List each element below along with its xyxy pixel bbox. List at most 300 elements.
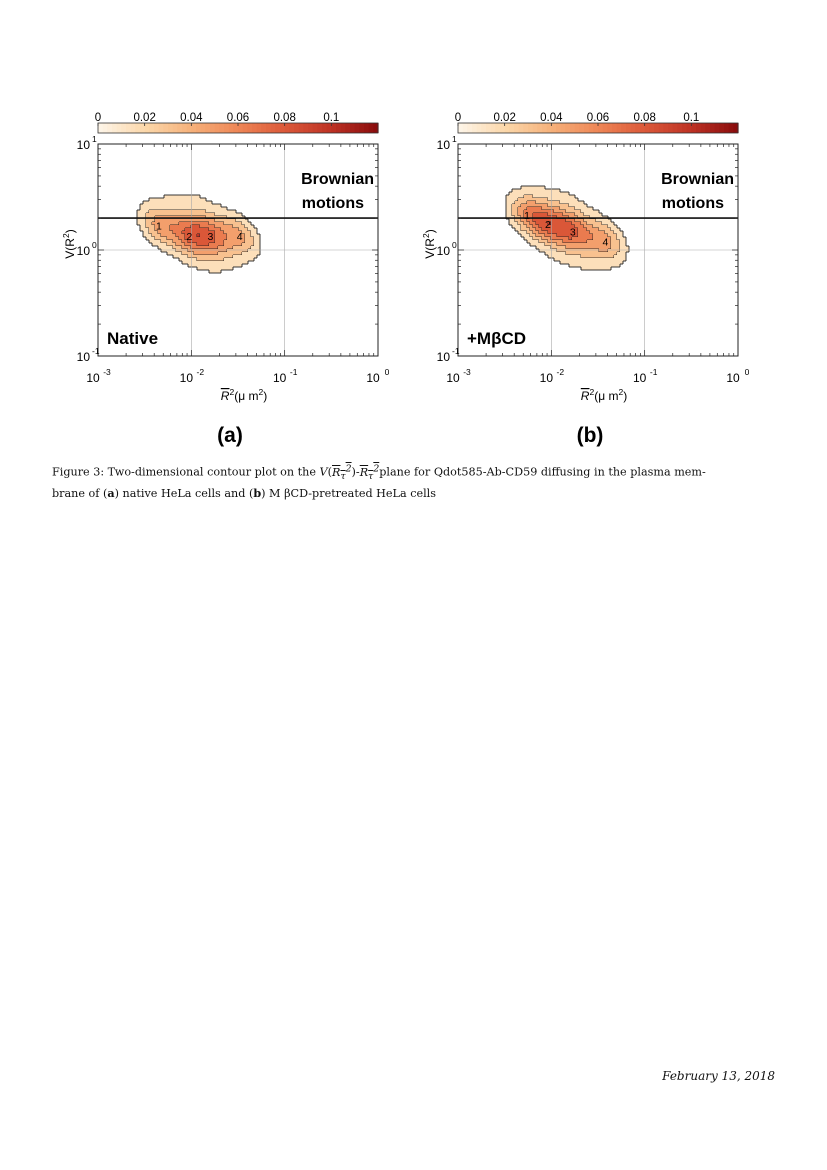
density-cell — [536, 198, 539, 201]
colorbar-segment — [565, 123, 570, 133]
x-tick-exponent: -2 — [556, 367, 565, 377]
density-cell — [218, 237, 221, 240]
density-cell — [143, 204, 146, 207]
colorbar-segment — [537, 123, 542, 133]
density-cell — [248, 255, 251, 258]
density-cell — [251, 231, 254, 234]
figure-3 — [60, 112, 770, 452]
density-cell — [221, 237, 224, 240]
peak-label: 1 — [524, 209, 531, 222]
colorbar-tick-label: 0.04 — [180, 112, 203, 124]
brownian-annotation-line2: motions — [661, 195, 724, 212]
density-cell — [587, 264, 590, 267]
density-cell — [563, 237, 566, 240]
density-cell — [251, 249, 254, 252]
density-cell — [188, 261, 191, 264]
density-cell — [236, 213, 239, 216]
density-cell — [596, 222, 599, 225]
density-cell — [524, 189, 527, 192]
density-cell — [527, 189, 530, 192]
density-cell — [248, 237, 251, 240]
x-tick-label — [366, 367, 389, 385]
density-cell — [137, 213, 140, 216]
density-cell — [590, 240, 593, 243]
density-cell — [557, 240, 560, 243]
density-cell — [215, 234, 218, 237]
colorbar-segment — [317, 123, 322, 133]
density-cell — [584, 261, 587, 264]
colorbar-tick-label: 0.02 — [493, 112, 516, 124]
x-tick-label — [446, 367, 471, 385]
density-cell — [197, 198, 200, 201]
density-cell — [581, 207, 584, 210]
density-cell — [587, 261, 590, 264]
density-cell — [152, 210, 155, 213]
caption-math-paren-close: ) — [351, 465, 356, 479]
colorbar-segment — [589, 123, 594, 133]
density-cell — [233, 237, 236, 240]
density-cell — [509, 198, 512, 201]
density-cell — [218, 240, 221, 243]
density-cell — [575, 204, 578, 207]
density-cell — [227, 243, 230, 246]
density-cell — [617, 258, 620, 261]
density-cell — [179, 228, 182, 231]
density-cell — [212, 267, 215, 270]
colorbar-segment — [458, 123, 463, 133]
colorbar — [95, 112, 379, 133]
density-cell — [584, 234, 587, 237]
colorbar-segment — [584, 123, 589, 133]
density-cell — [587, 225, 590, 228]
density-cell — [209, 243, 212, 246]
density-cell — [563, 222, 566, 225]
density-cell — [254, 240, 257, 243]
density-cell — [578, 243, 581, 246]
density-cell — [590, 261, 593, 264]
colorbar-segment — [205, 123, 210, 133]
caption-math-r2 — [359, 463, 380, 482]
colorbar-segment — [705, 123, 710, 133]
density-cell — [620, 255, 623, 258]
density-cell — [173, 195, 176, 198]
y-tick-exponent: 1 — [452, 134, 457, 144]
density-cell — [209, 207, 212, 210]
density-cell — [515, 195, 518, 198]
density-cell — [176, 198, 179, 201]
density-cell — [530, 189, 533, 192]
density-cell — [212, 255, 215, 258]
density-cell — [572, 201, 575, 204]
colorbar-segment — [257, 123, 262, 133]
colorbar-segment — [523, 123, 528, 133]
density-cell — [533, 192, 536, 195]
density-cell — [140, 213, 143, 216]
colorbar-segment — [359, 123, 364, 133]
colorbar-segment — [668, 123, 673, 133]
density-cell — [194, 195, 197, 198]
density-cell — [587, 249, 590, 252]
density-cell — [527, 186, 530, 189]
density-cell — [149, 204, 152, 207]
colorbar-segment — [369, 123, 374, 133]
density-cell — [569, 255, 572, 258]
density-cell — [233, 231, 236, 234]
colorbar-segment — [159, 123, 164, 133]
density-cell — [614, 240, 617, 243]
density-cell — [149, 213, 152, 216]
density-cell — [179, 225, 182, 228]
density-cell — [593, 243, 596, 246]
colorbar-segment — [677, 123, 682, 133]
density-cell — [218, 264, 221, 267]
x-tick-exponent: -2 — [196, 367, 205, 377]
density-cell — [581, 249, 584, 252]
colorbar-segment — [710, 123, 715, 133]
density-cell — [215, 207, 218, 210]
peak-label: 2 — [186, 231, 193, 244]
density-cell — [560, 258, 563, 261]
density-cell — [530, 240, 533, 243]
density-cell — [137, 219, 140, 222]
density-cell — [155, 201, 158, 204]
y-tick-base: 10 — [76, 138, 90, 152]
density-cell — [176, 195, 179, 198]
density-cell — [194, 231, 197, 234]
density-cell — [212, 204, 215, 207]
density-cell — [161, 246, 164, 249]
colorbar-segment — [103, 123, 108, 133]
density-cell — [161, 198, 164, 201]
density-cell — [575, 210, 578, 213]
density-cell — [554, 207, 557, 210]
density-cell — [182, 201, 185, 204]
density-cell — [590, 213, 593, 216]
density-cell — [206, 201, 209, 204]
density-cell — [593, 237, 596, 240]
density-cell — [203, 237, 206, 240]
density-cell — [188, 195, 191, 198]
density-cell — [185, 210, 188, 213]
colorbar-segment — [145, 123, 150, 133]
density-cell — [578, 204, 581, 207]
x-tick-base: 10 — [272, 371, 287, 385]
density-cell — [242, 243, 245, 246]
density-cell — [563, 195, 566, 198]
density-cell — [554, 192, 557, 195]
colorbar-segment — [117, 123, 122, 133]
colorbar-segment — [303, 123, 308, 133]
density-cell — [164, 210, 167, 213]
density-cell — [542, 192, 545, 195]
density-cell — [599, 225, 602, 228]
density-cell — [200, 237, 203, 240]
density-cell — [209, 261, 212, 264]
density-cell — [200, 234, 203, 237]
density-cell — [176, 252, 179, 255]
density-cell — [236, 222, 239, 225]
brownian-annotation-line1: Brownian — [301, 171, 374, 188]
density-cell — [173, 210, 176, 213]
density-cell — [611, 249, 614, 252]
density-cell — [512, 195, 515, 198]
density-cell — [167, 204, 170, 207]
density-cell — [182, 258, 185, 261]
density-cell — [578, 258, 581, 261]
density-cell — [518, 207, 521, 210]
density-cell — [512, 222, 515, 225]
density-cell — [188, 210, 191, 213]
density-cell — [620, 243, 623, 246]
density-cell — [578, 231, 581, 234]
density-cell — [608, 222, 611, 225]
density-cell — [143, 210, 146, 213]
density-cell — [245, 237, 248, 240]
density-cell — [560, 252, 563, 255]
density-cell — [554, 225, 557, 228]
y-tick-base: 10 — [76, 350, 90, 364]
density-cell — [569, 243, 572, 246]
y-tick-label — [77, 346, 100, 364]
colorbar-segment — [121, 123, 126, 133]
density-cell — [200, 240, 203, 243]
density-cell — [152, 213, 155, 216]
density-cell — [245, 255, 248, 258]
density-cell — [218, 234, 221, 237]
density-cell — [230, 264, 233, 267]
density-cell — [215, 267, 218, 270]
density-cell — [203, 264, 206, 267]
density-cell — [572, 255, 575, 258]
density-cell — [602, 258, 605, 261]
density-cell — [620, 246, 623, 249]
density-cell — [542, 198, 545, 201]
density-cell — [200, 255, 203, 258]
colorbar-segment — [575, 123, 580, 133]
density-cell — [152, 198, 155, 201]
density-cell — [602, 252, 605, 255]
density-cell — [614, 261, 617, 264]
density-cell — [173, 252, 176, 255]
density-cell — [563, 225, 566, 228]
density-cell — [584, 243, 587, 246]
density-cell — [560, 204, 563, 207]
density-cell — [164, 228, 167, 231]
colorbar-segment — [215, 123, 220, 133]
density-cell — [560, 255, 563, 258]
density-cell — [200, 204, 203, 207]
y-tick-exponent: -1 — [452, 346, 460, 356]
density-cell — [170, 201, 173, 204]
density-cell — [575, 258, 578, 261]
colorbar — [455, 112, 739, 133]
density-cell — [554, 228, 557, 231]
x-axis-label-text: $R^2(\mu$ $m^2$) — [220, 387, 268, 403]
density-cell — [233, 234, 236, 237]
density-cell — [569, 261, 572, 264]
density-cell — [149, 210, 152, 213]
density-cell — [593, 258, 596, 261]
density-cell — [530, 201, 533, 204]
density-cell — [185, 201, 188, 204]
density-cell — [506, 210, 509, 213]
density-cell — [164, 198, 167, 201]
colorbar-segment — [472, 123, 477, 133]
density-cell — [566, 195, 569, 198]
colorbar-segment — [299, 123, 304, 133]
colorbar-segment — [177, 123, 182, 133]
density-cell — [188, 252, 191, 255]
density-cell — [203, 261, 206, 264]
density-cell — [194, 225, 197, 228]
density-cell — [596, 264, 599, 267]
density-cell — [206, 204, 209, 207]
density-cell — [539, 198, 542, 201]
colorbar-segment — [673, 123, 678, 133]
density-cell — [143, 228, 146, 231]
density-cell — [554, 201, 557, 204]
density-cell — [158, 210, 161, 213]
colorbar-tick-label: 0 — [94, 112, 102, 124]
density-cell — [185, 204, 188, 207]
density-cell — [173, 219, 176, 222]
density-cell — [254, 246, 257, 249]
density-cell — [194, 261, 197, 264]
caption-ref-a: a — [107, 485, 115, 500]
density-cell — [584, 264, 587, 267]
density-cell — [140, 204, 143, 207]
density-cell — [245, 240, 248, 243]
density-cell — [566, 255, 569, 258]
density-cell — [179, 210, 182, 213]
x-tick-label — [273, 367, 298, 385]
density-cell — [620, 237, 623, 240]
density-cell — [578, 234, 581, 237]
colorbar-segment — [663, 123, 668, 133]
density-cell — [593, 252, 596, 255]
x-tick-exponent: 0 — [384, 367, 390, 377]
caption-math-dash: - — [355, 465, 360, 479]
density-cell — [221, 261, 224, 264]
density-cell — [614, 258, 617, 261]
density-cell — [575, 261, 578, 264]
density-cell — [611, 234, 614, 237]
density-cell — [533, 213, 536, 216]
colorbar-segment — [649, 123, 654, 133]
density-cell — [230, 243, 233, 246]
density-cell — [200, 228, 203, 231]
density-cell — [248, 243, 251, 246]
density-cell — [209, 264, 212, 267]
density-cell — [146, 222, 149, 225]
density-cell — [140, 210, 143, 213]
density-cell — [164, 222, 167, 225]
density-cell — [236, 249, 239, 252]
density-cell — [593, 222, 596, 225]
colorbar-segment — [481, 123, 486, 133]
density-cell — [164, 219, 167, 222]
density-cell — [245, 252, 248, 255]
colorbar-segment — [238, 123, 243, 133]
density-cell — [527, 237, 530, 240]
density-cell — [578, 225, 581, 228]
density-cell — [137, 210, 140, 213]
density-cell — [506, 198, 509, 201]
density-cell — [233, 246, 236, 249]
density-cell — [596, 252, 599, 255]
density-cell — [200, 222, 203, 225]
density-cell — [557, 222, 560, 225]
panel-label: (a) — [217, 424, 243, 447]
y-tick-exponent: 0 — [452, 240, 457, 250]
density-cell — [176, 231, 179, 234]
density-cell — [518, 210, 521, 213]
colorbar-tick-label: 0.1 — [683, 112, 700, 124]
density-cell — [590, 210, 593, 213]
density-cell — [212, 243, 215, 246]
density-cell — [215, 231, 218, 234]
density-cell — [593, 210, 596, 213]
density-cell — [596, 261, 599, 264]
density-cell — [203, 240, 206, 243]
density-cell — [506, 213, 509, 216]
density-cell — [536, 189, 539, 192]
density-cell — [203, 234, 206, 237]
density-cell — [617, 261, 620, 264]
density-cell — [581, 228, 584, 231]
density-cell — [200, 201, 203, 204]
density-cell — [143, 201, 146, 204]
density-cell — [173, 198, 176, 201]
density-cell — [536, 207, 539, 210]
density-cell — [221, 207, 224, 210]
colorbar-segment — [252, 123, 257, 133]
density-cell — [242, 219, 245, 222]
peak-label: 4 — [602, 236, 609, 249]
colorbar-segment — [266, 123, 271, 133]
density-cell — [554, 219, 557, 222]
caption-line2-mid: ) native HeLa cells and ( — [114, 486, 254, 500]
density-cell — [620, 258, 623, 261]
density-cell — [227, 228, 230, 231]
density-cell — [611, 240, 614, 243]
colorbar-segment — [645, 123, 650, 133]
colorbar-segment — [631, 123, 636, 133]
density-cell — [536, 219, 539, 222]
density-cell — [566, 249, 569, 252]
x-tick-exponent: -3 — [103, 367, 111, 377]
density-cell — [167, 219, 170, 222]
density-cell — [623, 246, 626, 249]
density-cell — [203, 255, 206, 258]
density-cell — [566, 207, 569, 210]
density-cell — [143, 231, 146, 234]
density-cell — [605, 219, 608, 222]
density-cell — [224, 261, 227, 264]
density-cell — [236, 258, 239, 261]
density-cell — [578, 213, 581, 216]
density-cell — [560, 231, 563, 234]
density-cell — [221, 252, 224, 255]
density-cell — [161, 237, 164, 240]
density-cell — [209, 225, 212, 228]
colorbar-segment — [112, 123, 117, 133]
density-cell — [224, 240, 227, 243]
density-cell — [605, 228, 608, 231]
density-cell — [170, 225, 173, 228]
density-cell — [227, 219, 230, 222]
density-cell — [545, 246, 548, 249]
